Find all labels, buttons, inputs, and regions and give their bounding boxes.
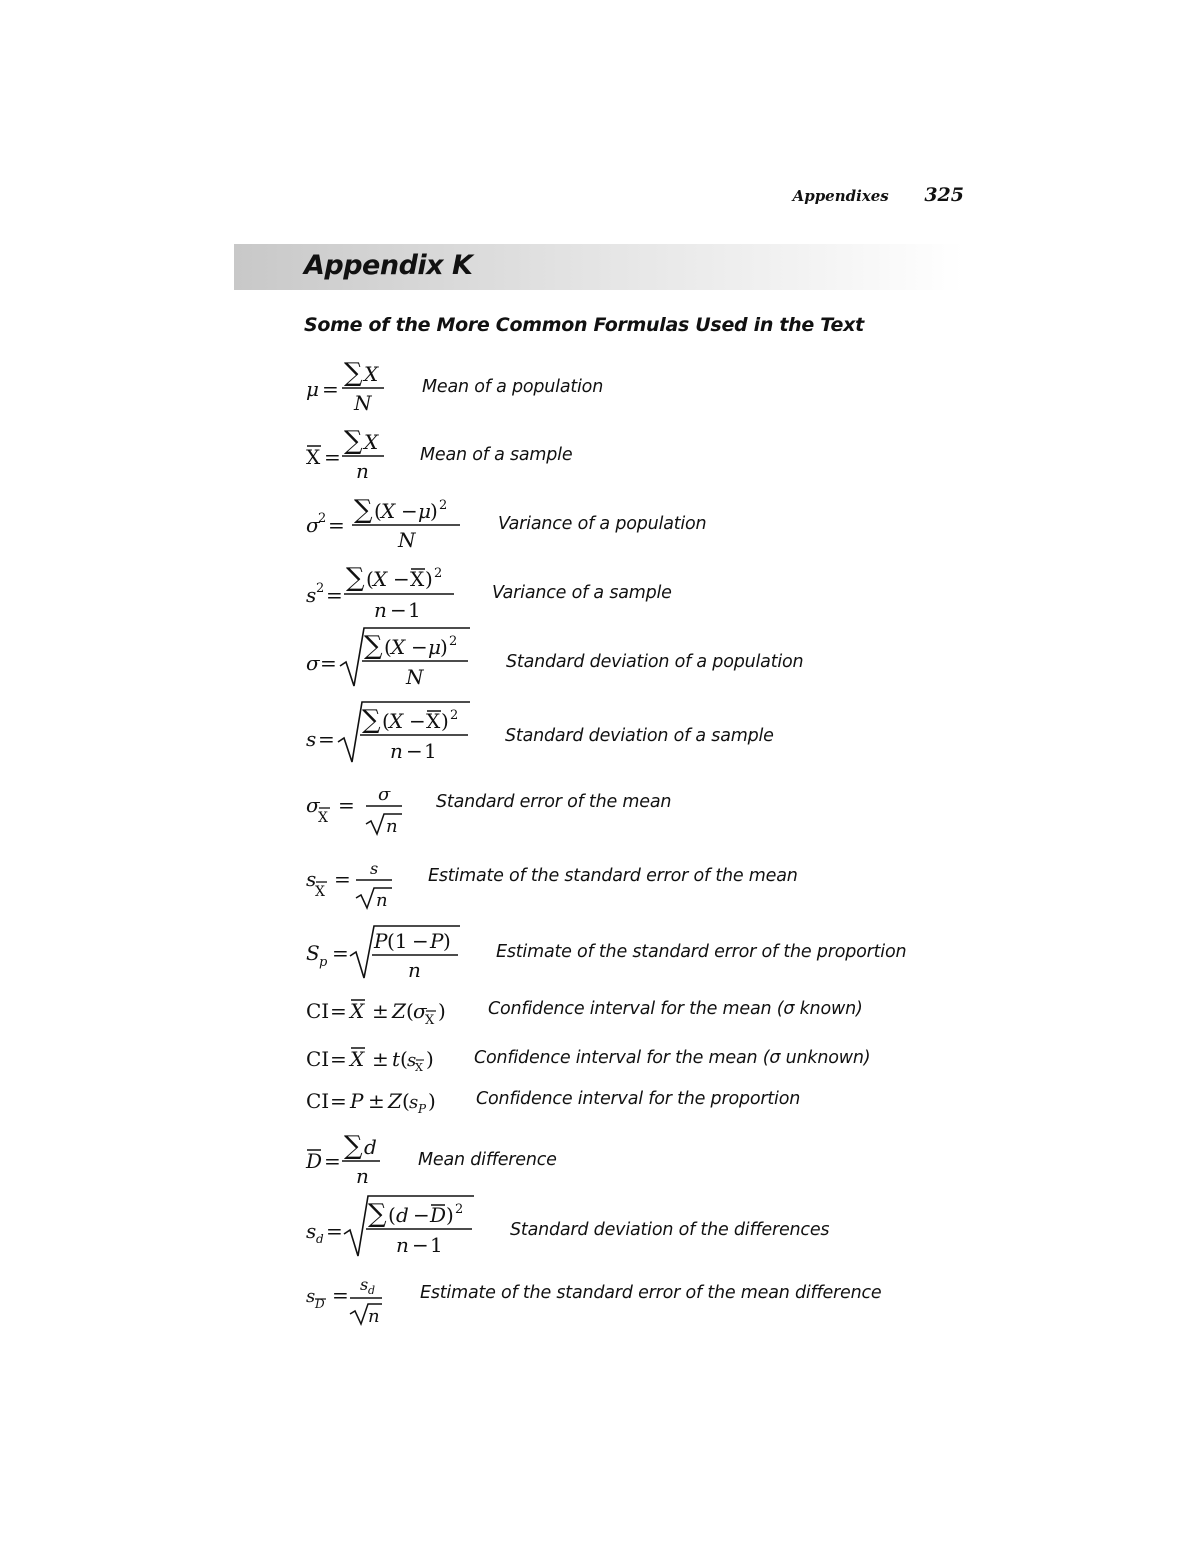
svg-text:σ: σ	[378, 784, 391, 805]
svg-text:(: (	[406, 999, 414, 1023]
svg-text:s: s	[407, 1050, 417, 1071]
svg-text:±: ±	[372, 999, 389, 1023]
svg-text:P: P	[374, 929, 388, 953]
formula-description: Mean of a sample	[420, 445, 573, 465]
svg-text:2: 2	[439, 498, 448, 513]
svg-text:s: s	[409, 1092, 419, 1113]
svg-text:μ: μ	[428, 635, 441, 659]
svg-text:σ: σ	[306, 793, 320, 817]
svg-text:2: 2	[449, 634, 458, 649]
formula-description: Standard error of the mean	[436, 792, 672, 812]
svg-text:X: X	[364, 362, 379, 386]
formula-ci-mean-sigma-unknown	[304, 1042, 474, 1078]
svg-text:=: =	[332, 941, 349, 965]
svg-text:1: 1	[408, 598, 421, 622]
running-head-title: Appendixes	[792, 187, 889, 205]
formula-mean-difference	[304, 1128, 404, 1188]
svg-text:): )	[443, 929, 451, 953]
svg-text:P: P	[430, 929, 444, 953]
svg-text:−: −	[413, 1203, 430, 1227]
svg-text:D: D	[306, 1149, 323, 1173]
svg-text:S: S	[306, 941, 320, 965]
svg-text:s: s	[360, 1275, 369, 1294]
svg-text:=: =	[318, 727, 335, 751]
formula-sample-sd	[304, 696, 484, 768]
formula-standard-error	[304, 776, 414, 840]
svg-text:n: n	[396, 1233, 409, 1257]
svg-text:2: 2	[318, 511, 327, 526]
running-head	[793, 184, 964, 206]
svg-text:1: 1	[430, 1233, 443, 1257]
svg-text:(: (	[374, 499, 382, 523]
svg-text:μ: μ	[306, 377, 319, 401]
svg-text:n: n	[356, 459, 369, 483]
svg-text:=: =	[326, 1219, 343, 1243]
svg-text:X: X	[426, 709, 441, 733]
svg-text:n: n	[356, 1164, 369, 1188]
svg-text:N: N	[354, 391, 372, 415]
svg-text:=: =	[324, 1149, 341, 1173]
svg-text:d: d	[396, 1203, 409, 1227]
svg-text:X: X	[373, 567, 388, 591]
svg-text:(: (	[382, 709, 390, 733]
formula-estimated-standard-error	[304, 850, 414, 914]
svg-text:CI: CI	[306, 1047, 330, 1071]
svg-text:): )	[430, 499, 438, 523]
svg-text:∑: ∑	[344, 426, 363, 456]
svg-text:d: d	[316, 1232, 324, 1246]
svg-text:±: ±	[368, 1089, 385, 1113]
svg-text:s: s	[306, 1286, 316, 1307]
section-subtitle: Some of the More Common Formulas Used in the Text	[304, 314, 864, 336]
svg-text:=: =	[334, 867, 351, 891]
svg-text:(: (	[388, 1203, 396, 1227]
svg-text:−: −	[401, 499, 418, 523]
svg-text:X: X	[389, 709, 404, 733]
svg-text:): )	[428, 1089, 436, 1113]
svg-text:=: =	[328, 513, 345, 537]
svg-text:−: −	[412, 929, 429, 953]
svg-text:CI: CI	[306, 1089, 330, 1113]
svg-text:n: n	[408, 958, 421, 982]
formula-description: Variance of a population	[498, 514, 707, 534]
svg-text:σ: σ	[306, 513, 320, 537]
svg-text:d: d	[364, 1135, 377, 1159]
svg-text:): )	[438, 999, 446, 1023]
formula-description: Confidence interval for the proportion	[476, 1089, 801, 1109]
svg-text:n: n	[386, 816, 398, 837]
svg-text:t: t	[392, 1047, 401, 1071]
svg-text:−: −	[411, 635, 428, 659]
formula-description: Standard deviation of the differences	[510, 1220, 830, 1240]
svg-text:X: X	[306, 445, 321, 469]
svg-text:=: =	[324, 445, 341, 469]
svg-text:(1: (1	[387, 929, 408, 953]
svg-text:−: −	[409, 709, 426, 733]
svg-text:2: 2	[434, 566, 443, 581]
svg-text:2: 2	[316, 581, 325, 596]
svg-text:X: X	[318, 810, 328, 826]
svg-text:=: =	[322, 377, 339, 401]
svg-text:2: 2	[455, 1202, 464, 1217]
svg-text:=: =	[330, 1047, 347, 1071]
svg-text:X: X	[350, 999, 365, 1023]
formula-population-mean	[304, 356, 404, 416]
formula-description: Mean of a population	[422, 377, 604, 397]
formula-description: Mean difference	[418, 1150, 557, 1170]
formula-description: Variance of a sample	[492, 583, 672, 603]
svg-text:(: (	[366, 567, 374, 591]
svg-text:σ: σ	[413, 999, 427, 1023]
svg-text:s: s	[306, 1219, 317, 1243]
svg-text:X: X	[381, 499, 396, 523]
appendix-banner	[234, 244, 964, 290]
formula-ci-proportion	[304, 1084, 474, 1120]
svg-text:X: X	[425, 1013, 435, 1028]
svg-text:−: −	[390, 598, 407, 622]
svg-text:=: =	[338, 793, 355, 817]
svg-text:s: s	[370, 859, 379, 878]
svg-text:X: X	[315, 884, 325, 900]
svg-text:D: D	[315, 1297, 325, 1311]
svg-text:Z: Z	[388, 1089, 402, 1113]
svg-text:N: N	[406, 665, 424, 689]
formula-description: Standard deviation of a sample	[505, 726, 774, 746]
svg-text:=: =	[320, 651, 337, 675]
formula-description: Estimate of the standard error of the proportion	[496, 942, 907, 962]
svg-text:(: (	[402, 1089, 410, 1113]
formula-description: Confidence interval for the mean (σ known)	[488, 999, 863, 1019]
formula-description: Confidence interval for the mean (σ unknown)	[474, 1048, 871, 1068]
svg-text:(: (	[400, 1047, 408, 1071]
svg-text:X: X	[415, 1061, 423, 1074]
formula-standard-error-mean-difference	[304, 1272, 414, 1332]
svg-text:X: X	[364, 430, 379, 454]
svg-text:): )	[440, 635, 448, 659]
svg-text:−: −	[412, 1233, 429, 1257]
appendix-title: Appendix K	[304, 250, 473, 281]
svg-text:): )	[446, 1203, 454, 1227]
svg-text:μ: μ	[418, 499, 431, 523]
svg-text:∑: ∑	[346, 563, 365, 593]
svg-text:N: N	[398, 528, 416, 552]
svg-text:=: =	[332, 1283, 349, 1307]
svg-text:s: s	[306, 867, 317, 891]
formula-description: Estimate of the standard error of the mean difference	[420, 1283, 882, 1303]
formula-description: Estimate of the standard error of the mean	[428, 866, 798, 886]
svg-text:X: X	[391, 635, 406, 659]
svg-text:±: ±	[372, 1047, 389, 1071]
svg-text:d: d	[368, 1284, 376, 1297]
svg-text:=: =	[326, 583, 343, 607]
svg-text:∑: ∑	[354, 495, 373, 525]
svg-text:n: n	[374, 598, 387, 622]
svg-text:∑: ∑	[362, 705, 381, 735]
formula-standard-error-proportion	[304, 920, 474, 986]
svg-text:): )	[426, 1047, 434, 1071]
formula-description: Standard deviation of a population	[506, 652, 804, 672]
svg-text:n: n	[368, 1306, 380, 1327]
svg-text:1: 1	[424, 739, 437, 763]
svg-text:∑: ∑	[344, 1131, 363, 1161]
svg-text:(: (	[384, 635, 392, 659]
svg-text:−: −	[406, 739, 423, 763]
svg-text:∑: ∑	[368, 1199, 387, 1229]
svg-text:): )	[441, 709, 449, 733]
svg-text:P: P	[350, 1089, 364, 1113]
svg-text:CI: CI	[306, 999, 330, 1023]
svg-text:∑: ∑	[364, 631, 383, 661]
svg-text:X: X	[410, 567, 425, 591]
svg-text:=: =	[330, 999, 347, 1023]
svg-text:s: s	[306, 583, 317, 607]
formula-sample-mean	[304, 424, 404, 484]
formula-sd-differences	[304, 1190, 484, 1262]
formula-population-sd	[304, 622, 484, 694]
svg-text:n: n	[376, 890, 388, 911]
svg-text:p: p	[319, 955, 328, 970]
formula-ci-mean-sigma-known	[304, 994, 474, 1030]
page-number: 325	[924, 184, 964, 206]
svg-text:=: =	[330, 1089, 347, 1113]
svg-text:P: P	[418, 1102, 427, 1116]
svg-text:σ: σ	[306, 651, 320, 675]
svg-text:Z: Z	[392, 999, 406, 1023]
svg-text:∑: ∑	[344, 358, 363, 388]
svg-text:s: s	[306, 727, 317, 751]
svg-text:n: n	[390, 739, 403, 763]
svg-text:−: −	[393, 567, 410, 591]
svg-text:): )	[425, 567, 433, 591]
svg-text:D: D	[430, 1203, 447, 1227]
formula-population-variance	[304, 492, 474, 552]
svg-text:2: 2	[450, 708, 459, 723]
formula-sample-variance	[304, 560, 474, 622]
svg-text:X: X	[350, 1047, 365, 1071]
